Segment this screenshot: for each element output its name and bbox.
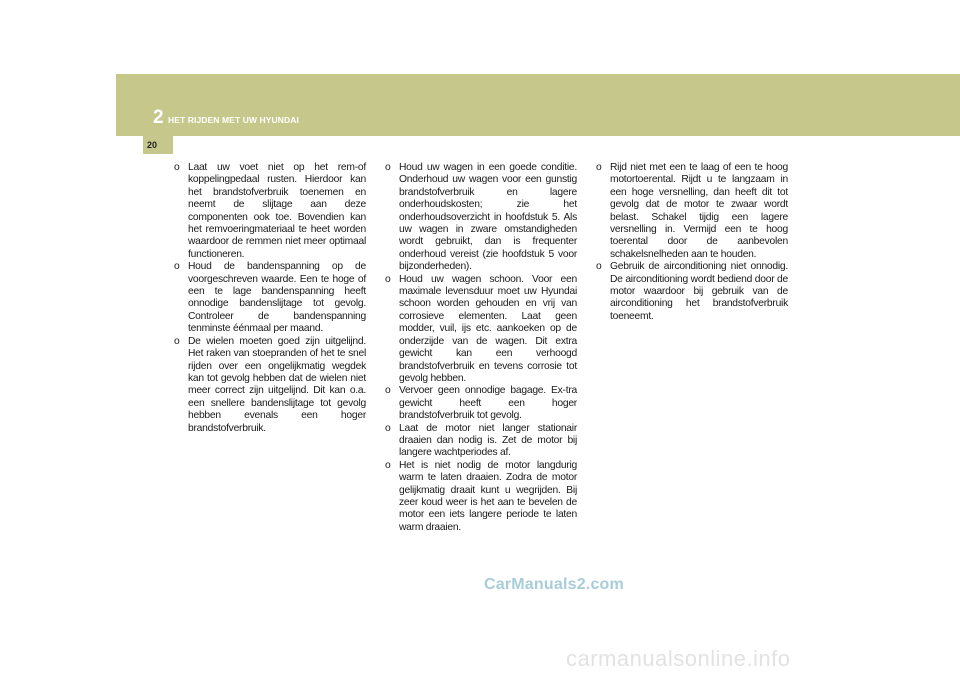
bullet-marker: o <box>596 261 602 273</box>
bullet-marker: o <box>385 162 391 173</box>
chapter-title: HET RIJDEN MET UW HYUNDAI <box>168 115 299 125</box>
list-item-text: Laat de motor niet langer stationair draaien dan nodig is. Zet de motor bij langere wachtperiodes af. <box>399 422 577 459</box>
list-item <box>385 385 577 422</box>
list-item-text: Vervoer geen onnodige bagage. Ex-tra gewicht heeft een hoger brandstofverbruik tot gevolg. <box>399 385 577 422</box>
list-item-text: Houd uw wagen in een goede conditie. Onderhoud uw wagen voor een gunstig brandstofverbruik en lagere onderhoudskosten; zie het onderhoudsoverzicht in hoofdstuk 5. Als uw wagen in zware omstandigheden wordt gebruikt, dan is frequenter onderhoud vereist (zie hoofdstuk 5 voor bijzonderheden). <box>399 162 577 273</box>
list-item <box>385 162 577 274</box>
text-column-2 <box>385 162 577 534</box>
list-item-text: Gebruik de airconditioning niet onnodig. De airconditioning wordt bediend door de motor waardoor bij gebruik van de airconditioning het brandstofverbruik toeneemt. <box>610 261 788 322</box>
list-item <box>174 162 366 261</box>
list-item <box>596 261 788 323</box>
watermark-carmanualsonline: carmanualsonline.info <box>566 646 791 671</box>
list-item <box>385 423 577 460</box>
list-item <box>385 460 577 534</box>
list-item <box>174 336 366 435</box>
bullet-marker: o <box>596 162 602 173</box>
list-item <box>174 261 366 335</box>
list-item <box>385 274 577 386</box>
list-item-text: Het is niet nodig de motor langdurig warm te laten draaien. Zodra de motor gelijkmatig draait kunt u wegrijden. Bij zeer koud weer is het aan te bevelen de motor een iets langere periode te laten warm draaien. <box>399 459 577 533</box>
chapter-number: 2 <box>153 107 164 128</box>
list-item-text: De wielen moeten goed zijn uitgelijnd. Het raken van stoepranden of het te snel rijden over een ongelijkmatig wegdek kan tot gevolg hebben dat de wielen niet meer correct zijn uitgelijnd. Dit kan o.a. een snellere bandenslijtage tot gevolg hebben evenals een hoger brandstofverbruik. <box>188 335 366 434</box>
bullet-marker: o <box>385 422 391 434</box>
bullet-marker: o <box>174 335 180 347</box>
bullet-marker: o <box>385 273 391 285</box>
list-item-text: Laat uw voet niet op het rem-of koppelingpedaal rusten. Hierdoor kan het brandstofverbruik toenemen en neemt de slijtage aan deze componenten ook toe. Bovendien kan het remvoeringmateriaal te heet worden waardoor de remmen niet meer optimaal functioneren. <box>188 162 366 260</box>
page-number: 20 <box>147 140 158 150</box>
bullet-marker: o <box>385 459 391 471</box>
watermark-carmanuals2: CarManuals2.com <box>484 576 624 593</box>
list-item-text: Houd uw wagen schoon. Voor een maximale levensduur moet uw Hyundai schoon worden gehouden en vrij van corrosieve elementen. Laat geen modder, vuil, ijs etc. aankoeken op de onderzijde van de wagen. Dit extra gewicht kan een verhoogd brandstofverbruik en tevens corrosie tot gevolg hebben. <box>399 273 577 384</box>
list-item-text: Rijd niet met een te laag of een te hoog motortoerental. Rijdt u te langzaam in een hoge versnelling, dan heeft dit tot gevolg dat de motor te zwaar wordt belast. Schakel tijdig een lagere versnelling in. Vermijd een te hoog toerental door de aanbevolen schakelsnelheden aan te houden. <box>610 162 788 260</box>
header-band <box>116 74 960 136</box>
text-column-3 <box>596 162 788 323</box>
bullet-marker: o <box>385 385 391 397</box>
bullet-marker: o <box>174 261 180 273</box>
list-item-text: Houd de bandenspanning op de voorgeschreven waarde. Een te hoge of een te lage bandenspanning heeft onnodige bandenslijtage tot gevolg. Controleer de bandenspanning tenminste éénmaal per maand. <box>188 261 366 335</box>
list-item <box>596 162 788 261</box>
text-column-1 <box>174 162 366 435</box>
bullet-marker: o <box>174 162 180 173</box>
